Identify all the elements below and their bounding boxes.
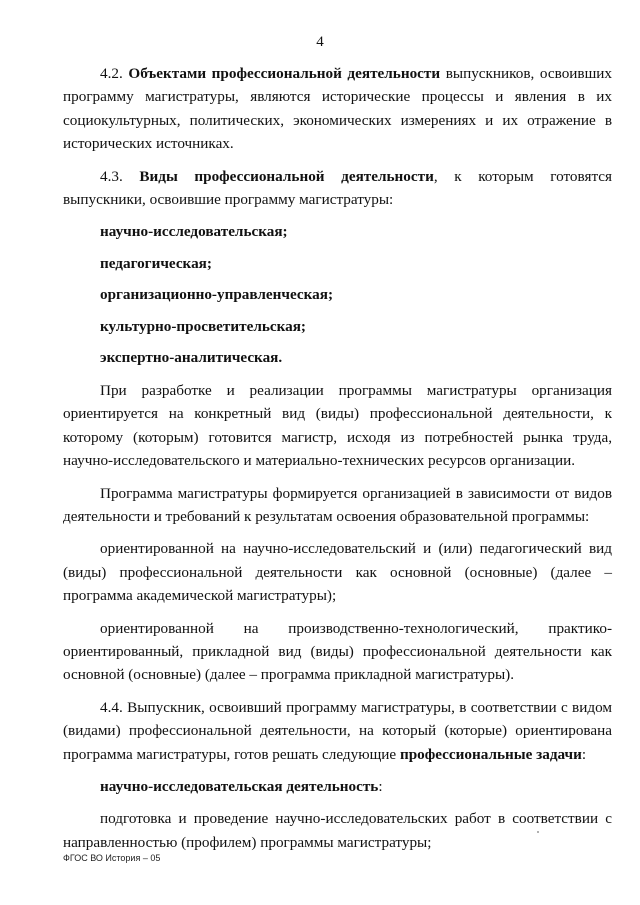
page-number: 4: [316, 34, 324, 50]
document-body: [63, 62, 612, 854]
activity-type-item: культурно-просветительская;: [100, 317, 306, 335]
section-4-2-paragraph: [63, 62, 612, 156]
academic-master-paragraph: ориентированной на научно-исследовательский и (или) педагогический вид (виды) профессиональной деятельности как основной (основные) (далее – программа академической магистратуры);: [63, 540, 612, 605]
section-4-4-text: 4.4. Выпускник, освоивший программу магистратуры, в соответствии с видом (видами) профессиональной деятельности, на который (которые) ориентирована программа магистратуры, готов решать следующие: [63, 698, 612, 763]
section-4-3-text: , к которым готовятся выпускники, освоившие программу магистратуры:: [63, 167, 612, 209]
section-4-2-term: Объектами профессиональной деятельности: [128, 65, 441, 82]
section-4-2-text: выпускников, освоивших программу магистратуры, являются исторические процессы и явления в их социокультурных, политических, экономических измерениях и их отражение в исторических источниках.: [63, 65, 613, 153]
scan-speck: [537, 831, 539, 833]
section-4-4-colon: :: [581, 745, 587, 763]
program-formed-paragraph: Программа магистратуры формируется организацией в зависимости от видов деятельности и требований к результатам освоения образовательной программы:: [63, 484, 612, 525]
research-activity-heading: [63, 775, 612, 798]
section-4-3-term: Виды профессиональной деятельности: [139, 167, 434, 185]
activity-type-item: научно-исследовательская;: [100, 223, 288, 241]
section-4-3-number: 4.3.: [100, 167, 140, 185]
development-paragraph: При разработке и реализации программы магистратуры организация ориентируется на конкретный вид (виды) профессиональной деятельности, к которому (которым) готовится магистр, исходя из потребностей рынка труда, научно-исследовательского и материально-технических ресурсов организации.: [63, 381, 612, 470]
page-footer: ФГОС ВО История – 05: [63, 853, 161, 863]
applied-master-paragraph: ориентированной на производственно-технологический, практико-ориентированный, прикладной вид (виды) профессиональной деятельности как основной (основные) (далее – программа прикладной магистратуры).: [63, 619, 612, 684]
activity-types-list: [63, 220, 612, 370]
activity-type-item: экспертно-аналитическая.: [100, 349, 283, 367]
activity-type-item: педагогическая;: [100, 254, 212, 272]
section-4-2-number: 4.2.: [100, 65, 129, 82]
section-4-4-term: профессиональные задачи: [399, 745, 582, 763]
research-activity-colon: :: [378, 778, 383, 796]
section-4-4-paragraph: [63, 696, 612, 766]
activity-type-item: организационно-управленческая;: [100, 286, 333, 304]
section-4-3-paragraph: [63, 165, 612, 212]
research-activity-term: научно-исследовательская деятельность: [100, 778, 379, 796]
research-task-paragraph: подготовка и проведение научно-исследовательских работ в соответствии с направленностью (профилем) программы магистратуры;: [63, 810, 612, 851]
